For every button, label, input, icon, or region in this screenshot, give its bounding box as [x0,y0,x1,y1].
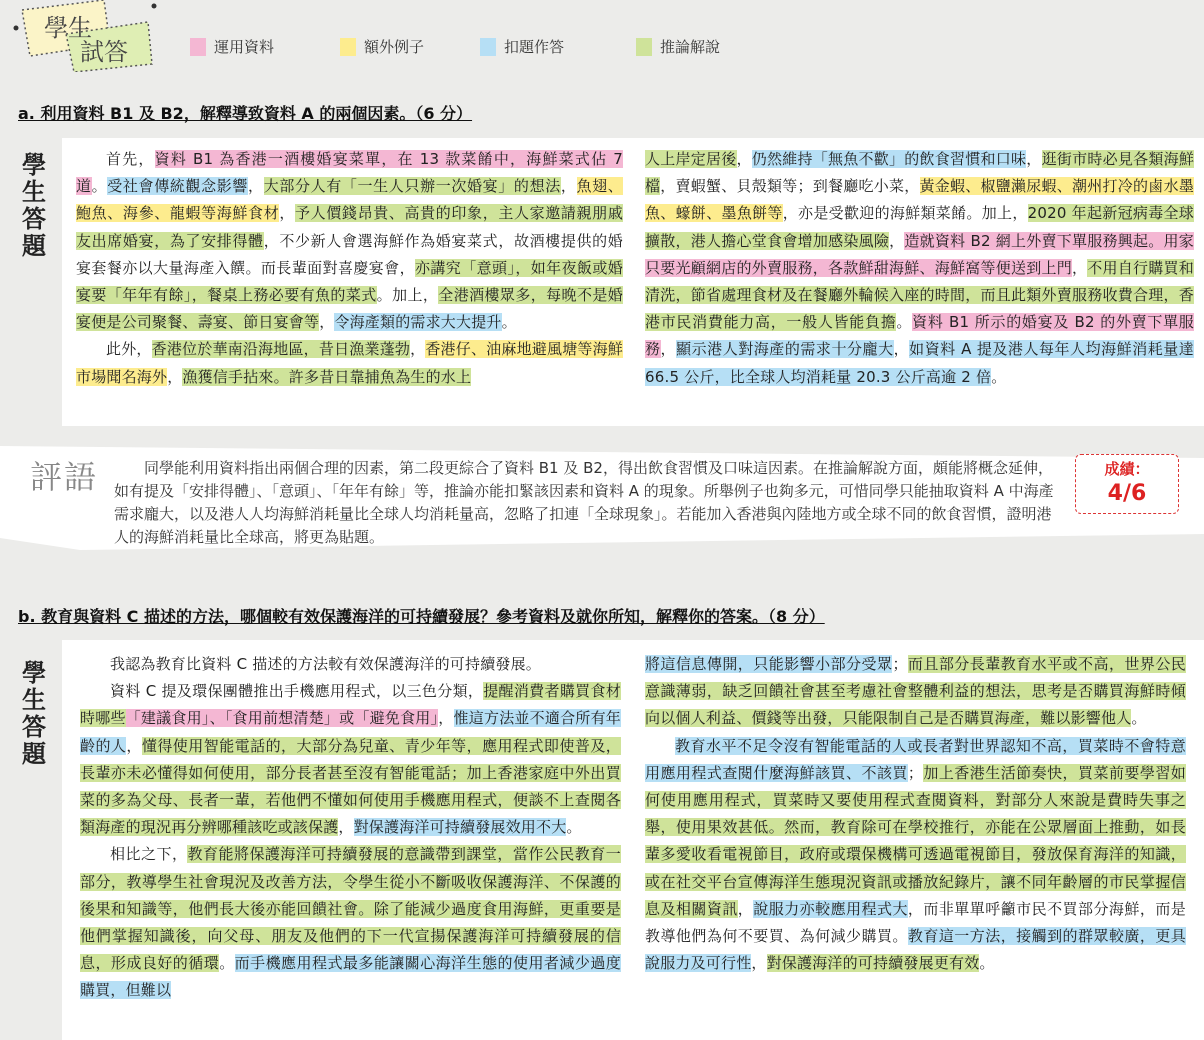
answer-text: 。 [91,177,108,196]
answer-text: 我認為教育比資料 C 描述的方法較有效保護海洋的可持續發展。 [110,655,542,673]
answer-text: ； [907,763,924,782]
answer-a-left-column [76,146,623,391]
legend-swatch-pink [190,38,206,56]
answer-text: ， [1026,150,1042,168]
highlighted-text: 大部分人有「一生人只辦一次婚宴」的想法 [263,177,561,196]
legend-item [190,36,340,57]
highlighted-text: 顯示港人對海產的需求十分龐大 [676,340,894,359]
highlighted-text: 說服力亦較應用程式大 [753,899,908,918]
highlighted-text: 「建議食用」、「食用前想清楚」或「避免食用」 [125,709,439,728]
answer-text: 。 [979,954,995,973]
answer-text: 資料 C 提及環保團體推出手機應用程式，以三色分類， [110,682,484,701]
question-a-title: a. 利用資料 B1 及 B2，解釋導致資料 A 的兩個因素。（6 分） [18,104,473,123]
answer-text: 。 [501,313,517,332]
highlighted-text: 2020 年起新冠病毒全球擴散，港人擔心堂食會增加感染風險 [645,204,1195,250]
answer-text: ， [319,313,335,332]
answer-text: ， [279,204,295,223]
highlighted-text: 造就資料 B2 網上外賣下單服務興起。用家只要光顧網店的外賣服務，各款鮮甜海鮮、海鮮窩等便送到上門 [645,231,1194,277]
highlighted-text: 懂得使用智能電話的，大部分為兒童、青少年等，應用程式即使普及，長輩亦未必懂得如何使用，部分長者甚至沒有智能電話；加上香港家庭中外出買菜的多為父母、長者一輩，若他們不懂如何使用手機應用程式，便談不上查閱各類海產的現況再分辨哪種該吃或該保護 [80,736,621,837]
answer-text: ，亦是受歡迎的海鮮類菜餚。加上， [782,204,1028,223]
score-label: 成績： [1104,460,1150,478]
highlighted-text: 如資料 A 提及港人每年人均海鮮消耗量達 66.5 公斤，比全球人均消耗量 20.3 公斤高逾 2 倍 [645,340,1195,386]
answer-text: 。 [991,367,1007,386]
legend-label: 推論解說 [660,38,721,56]
highlighted-text: 人上岸定居後 [645,150,737,168]
answer-b-right-column [645,651,1186,977]
highlighted-text: 資料 B1 為香港一酒樓婚宴菜單，在 13 款菜餚中，海鮮菜式佔 7 道 [76,150,624,196]
answer-text: 。 [219,954,235,973]
answer-text: ； [892,655,908,673]
highlighted-text: 提醒消費者購買食材時哪些 [80,682,621,728]
answer-text: ，賣蝦蟹、貝殼類等；到餐廳吃小菜， [660,177,920,196]
answer-paragraph [76,146,623,336]
answer-text: ， [438,709,454,728]
answer-paragraph [76,336,623,390]
highlighted-text: 將這信息傳開，只能影響小部分受眾 [645,655,893,673]
student-answer-logo [8,0,158,72]
answer-text: 。 [1131,709,1147,728]
highlighted-text: 資料 B1 所示的婚宴及 B2 的外賣下單服務 [645,313,1195,359]
legend-label: 運用資料 [214,38,275,56]
highlighted-text: 加上香港生活節奏快，買菜前要學習如何使用應用程式，買菜時又要使用程式查閱資料，對部分人來說是費時失事之舉，使用果效甚低。然而，教育除可在學校推行，亦能在公眾層面上推動，如長輩多愛收看電視節目，政府或環保機構可透過電視節目，發放保育海洋的知識，或在社交平台宣傳海洋生態現況資訊或播放紀錄片，讓不同年齡層的市民掌握信息及相關資訊 [645,763,1187,918]
highlighted-text: 教育這一方法，接觸到的群眾較廣，更具說服力及可行性 [645,927,1187,973]
answer-text: ， [893,340,910,359]
legend-item [480,36,636,57]
highlighted-text: 不用自行購買和清洗，節省處理食材及在餐廳外輪候入座的時間，而且此類外賣服務收費合理，香港市民消費能力高，一般人皆能負擔 [645,258,1195,332]
answer-b-side-label: 學生答題 [22,659,46,768]
answer-paragraph [645,733,1186,978]
legend-item [340,36,480,57]
answer-text: ， [889,231,905,250]
highlighted-text: 仍然維持「無魚不歡」的飲食習慣和口味 [751,150,1027,168]
highlighted-text: 受社會傳統觀念影響 [107,177,249,196]
highlighted-text: 而且部分長輩教育水平或不高，世界公民意識薄弱，缺乏回饋社會甚至考慮社會整體利益的想法，思考是否購買海鮮時傾向以個人利益、價錢等出發，只能限制自己是否購買海產，難以影響他人 [645,655,1186,728]
logo-line1: 學生 [44,14,92,42]
legend-label: 扣題作答 [504,38,565,56]
answer-text: ， [126,736,142,755]
legend-swatch-green [636,38,652,56]
answer-text: ， [560,177,577,196]
answer-text: ， [1072,258,1088,277]
answer-text: 此外， [106,340,152,359]
question-b-title: b. 教育與資料 C 描述的方法，哪個較有效保護海洋的可持續發展？參考資料及就你所知，解釋你的答案。（8 分） [18,607,825,626]
highlighted-text: 香港位於華南沿海地區，昔日漁業蓬勃 [151,340,411,359]
answer-paragraph [645,651,1186,733]
comment-title: 評語 [30,458,99,496]
answer-text: ，不少新人會選海鮮作為婚宴菜式，故酒樓提供的婚宴套餐亦以大量海產入饌。而長輩面對喜慶宴會， [76,231,624,277]
highlighted-text: 漁獲信手拈來。許多昔日靠捕魚為生的水上 [182,367,472,386]
highlighted-text: 亦講究「意頭」，如年夜飯或婚宴要「年年有餘」，餐桌上務必要有魚的菜式 [76,258,623,305]
highlighted-text: 教育水平不足令沒有智能電話的人或長者對世界認知不高，買菜時不會特意用應用程式查閱什麼海鮮該買、不該買 [645,736,1186,782]
highlight-legend [190,36,786,57]
highlighted-text: 予人價錢昂貴、高貴的印象，主人家邀請親朋戚友出席婚宴，為了安排得體 [76,204,624,250]
legend-swatch-yellow [340,38,356,56]
legend-item [636,36,786,57]
answer-text: ， [660,340,677,359]
answer-text: ， [338,818,354,837]
highlighted-text: 逛街市時必見各類海鮮檔 [645,150,1195,196]
answer-text: 。 [566,818,582,837]
answer-paragraph [645,146,1194,391]
answer-text: 。加上， [376,286,439,305]
highlighted-text: 惟這方法並不適合所有年齡的人 [80,709,622,755]
highlighted-text: 全港酒樓眾多，每晚不是婚宴便是公司聚餐、壽宴、節日宴會等 [76,286,623,332]
highlighted-text: 對保護海洋的可持續發展更有效 [766,954,980,973]
answer-a-right-column [645,146,1194,391]
comment-text: 同學能利用資料指出兩個合理的因素，第二段更綜合了資料 B1 及 B2，得出飲食習慣及口味這因素。在推論解說方面，頗能將概念延伸，如有提及「安排得體」、「意頭」、「年年有餘」等，推論亦能扣緊該因素和資料 A 的現象。所舉例子也夠多元，可惜同學只能抽取資料 A 中海產需求龐大，以及港人人均海鮮消耗量比全球人均消耗量高，忽略了扣連「全球現象」。若能加入香港與內陸地方或全球不同的飲食習慣，證明港人的海鮮消耗量比全球高，將更為貼題。 [114,459,1054,546]
highlighted-text: 令海產類的需求大大提升 [334,313,502,332]
answer-a-side-label: 學生答題 [22,151,46,260]
highlighted-text: 魚翅、鮑魚、海參、龍蝦等海鮮食材 [76,177,623,223]
answer-text: ， [736,150,752,168]
score-box [1075,454,1179,514]
answer-text: 相比之下， [110,845,188,864]
answer-text: ， [167,367,183,386]
score-value: 4/6 [1107,481,1147,506]
highlighted-text: 而手機應用程式最多能讓關心海洋生態的使用者減少過度購買，但難以 [80,954,621,1000]
answer-text: ， [737,899,754,918]
answer-text: ， [248,177,264,196]
answer-paragraph [80,841,621,1004]
answer-text: 。 [896,313,913,332]
legend-swatch-blue [480,38,496,56]
highlighted-text: 教育能將保護海洋可持續發展的意識帶到課堂，當作公民教育一部分，教導學生社會現況及改善方法，令學生從小不斷吸收保護海洋、不保護的後果和知識等，他們長大後亦能回饋社會。除了能減少過度食用海鮮，更重要是他們掌握知識後，向父母、朋友及他們的下一代宣揚保護海洋可持續發展的信息，形成良好的循環 [80,845,621,973]
answer-b-left-column [80,651,621,1005]
highlighted-text: 黃金蝦、椒鹽瀨尿蝦、潮州打冷的鹵水墨魚、蠔餅、墨魚餅等 [645,177,1195,223]
highlighted-text: 對保護海洋可持續發展效用不大 [353,818,567,837]
highlighted-text: 香港仔、油麻地避風塘等海鮮市場聞名海外 [76,340,624,386]
answer-text: 首先， [106,150,155,168]
answer-paragraph [80,678,621,841]
answer-text: ， [410,340,426,359]
logo-line2: 試答 [80,38,128,66]
legend-label: 額外例子 [364,38,425,56]
answer-text: ，而非單單呼籲市民不買部分海鮮，而是教導他們為何不要買、為何減少購買。 [645,899,1186,946]
answer-paragraph [80,651,621,678]
answer-text: ， [751,954,767,973]
